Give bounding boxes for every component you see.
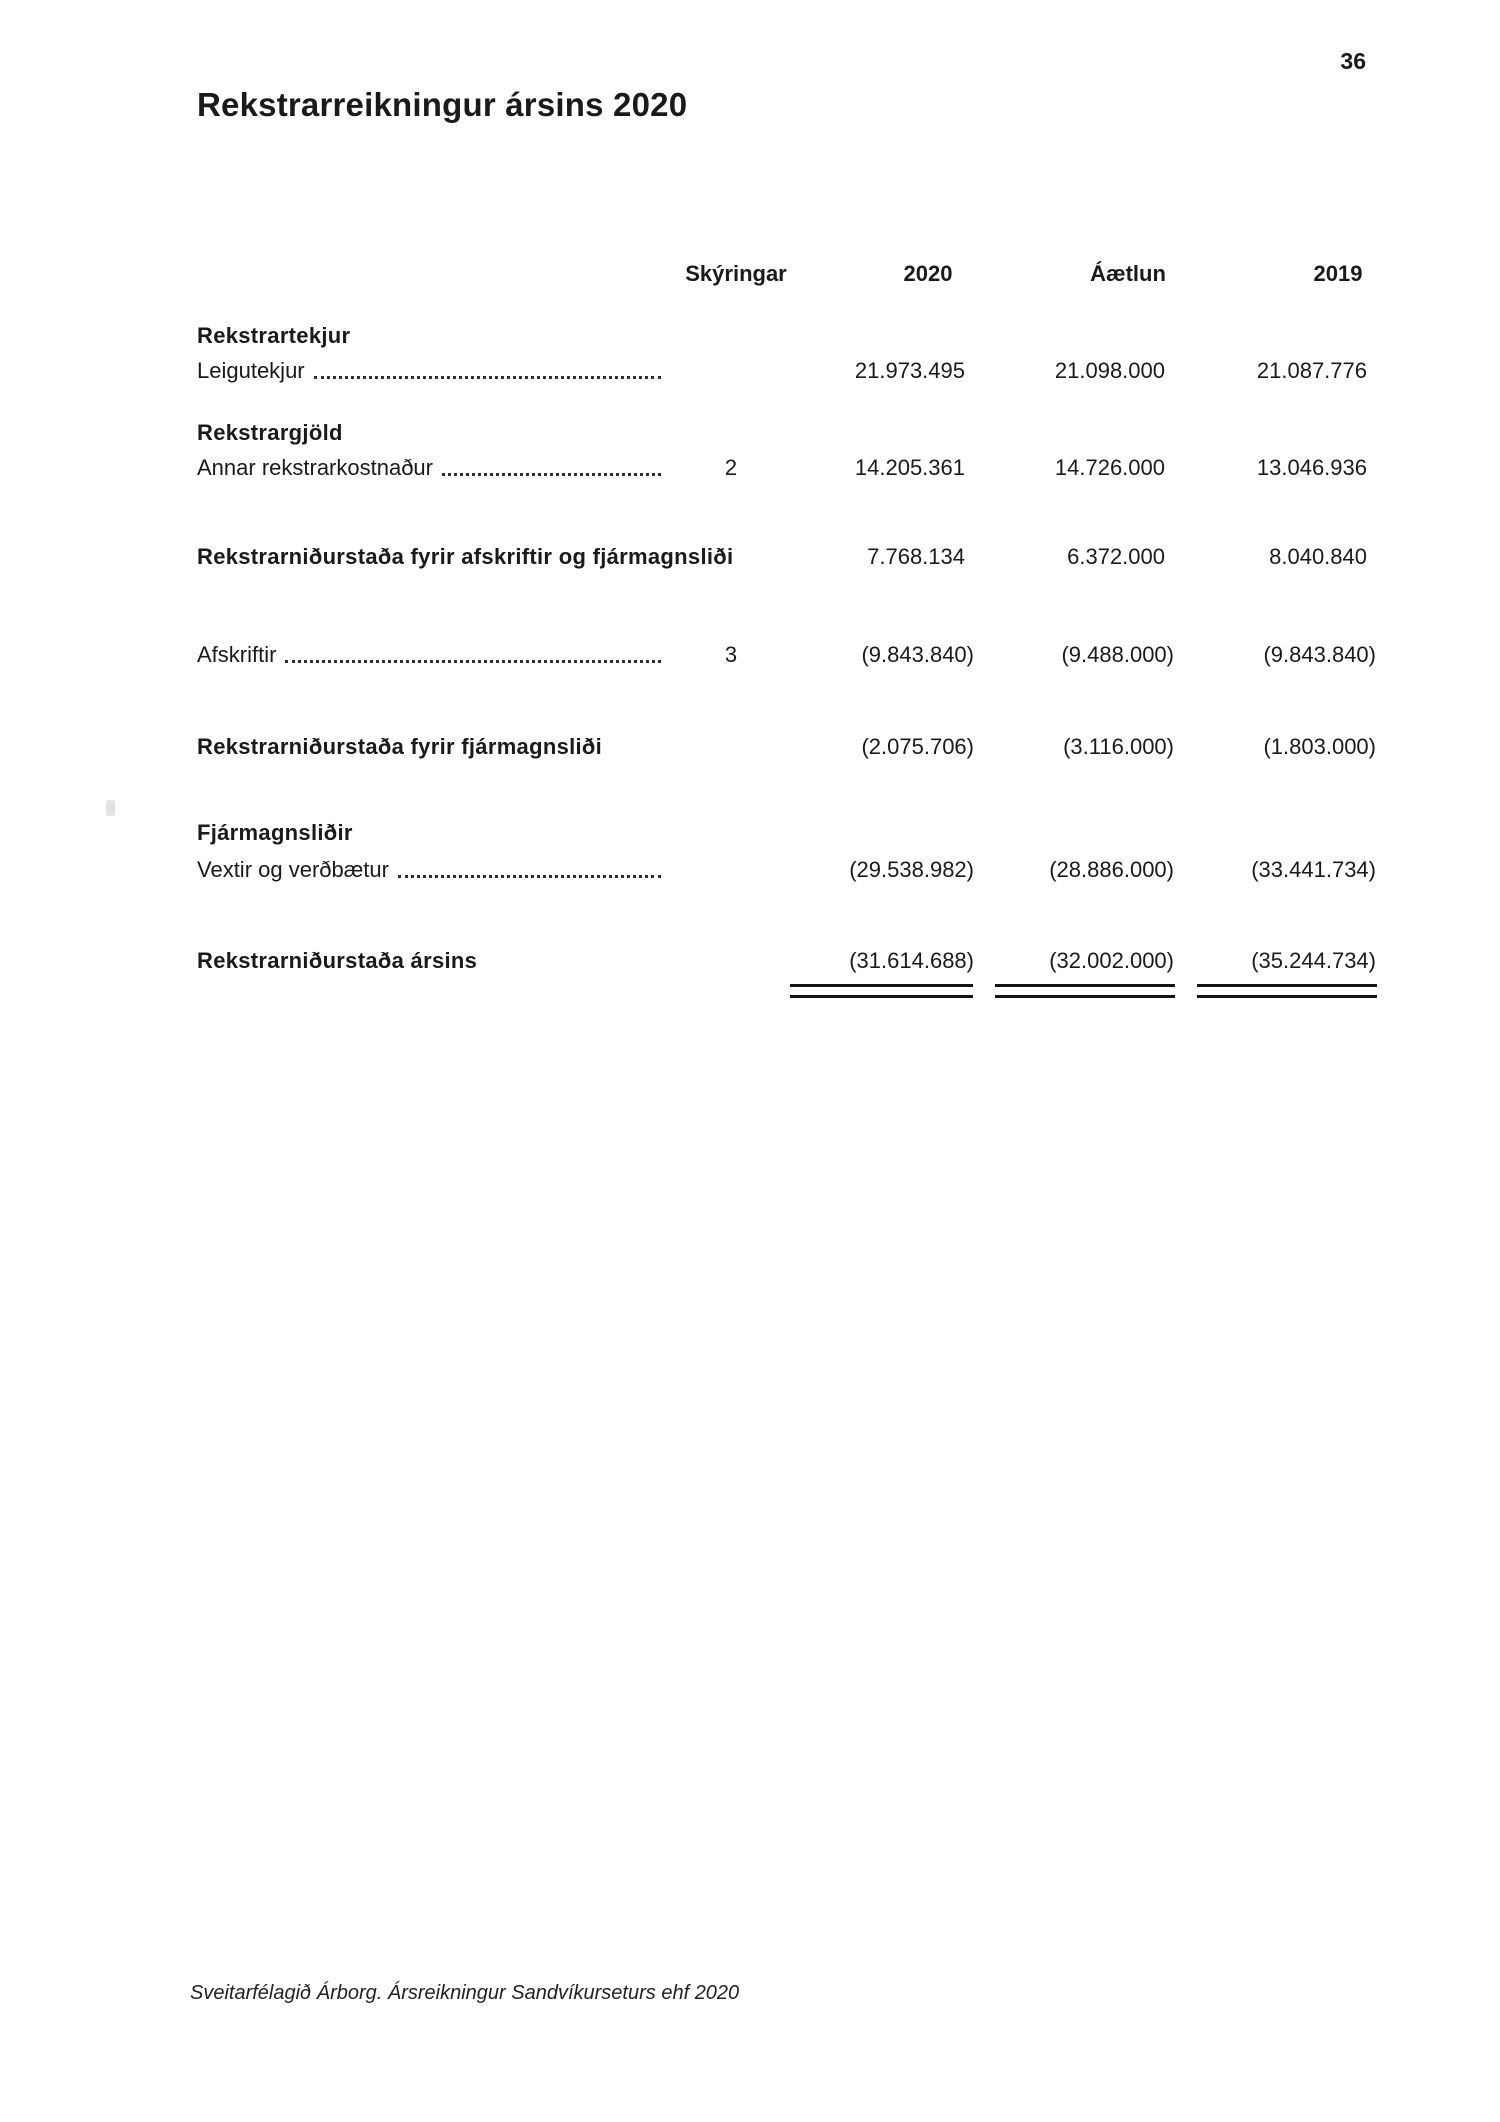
value-2019: (33.441.734) [1251, 857, 1376, 882]
subtotal-row-ebit [0, 734, 1500, 764]
row-label: Vextir og verðbætur [197, 857, 389, 882]
section-heading-row [0, 323, 1500, 353]
row-label: Leigutekjur [197, 358, 305, 383]
document-footer: Sveitarfélagið Árborg. Ársreikningur Sandvíkurseturs ehf 2020 [190, 1982, 740, 2004]
table-row-annar-rekstrarkostnadur [0, 455, 1500, 485]
dotted-leader [398, 875, 661, 878]
table-row-vextir-og-verdbaetur [0, 857, 1500, 887]
table-row-afskriftir [0, 642, 1500, 672]
row-label-with-leader [197, 358, 663, 384]
value-budget: (3.116.000) [1063, 734, 1174, 759]
dotted-leader [314, 376, 661, 379]
row-label: Annar rekstrarkostnaður [197, 455, 433, 480]
section-heading-row [0, 420, 1500, 450]
column-header-budget: Áætlun [1090, 261, 1166, 286]
value-2020: 21.973.495 [854, 358, 965, 383]
note-reference: 2 [724, 455, 738, 480]
subtotal-row-ebitda [0, 544, 1500, 574]
total-double-underline-2019 [1197, 984, 1377, 998]
total-double-underline-budget [995, 984, 1175, 998]
value-2020: (2.075.706) [861, 734, 974, 759]
value-2020: (9.843.840) [861, 642, 974, 667]
section-label: Fjármagnsliðir [197, 820, 353, 845]
column-header-2020: 2020 [903, 261, 953, 286]
total-row [0, 948, 1500, 978]
value-2020: (29.538.982) [849, 857, 974, 882]
value-budget: 14.726.000 [1054, 455, 1165, 480]
dotted-leader [442, 473, 661, 476]
value-budget: (9.488.000) [1061, 642, 1174, 667]
note-reference: 3 [724, 642, 738, 667]
dotted-leader [285, 660, 661, 663]
row-label-with-leader [197, 857, 663, 883]
subtotal-label: Rekstrarniðurstaða fyrir fjármagnsliði [197, 734, 603, 759]
column-header-2019: 2019 [1313, 261, 1363, 286]
value-2019: (9.843.840) [1263, 642, 1376, 667]
total-double-underline-2020 [790, 984, 973, 998]
page-number: 36 [1340, 48, 1366, 74]
value-budget: 6.372.000 [1067, 544, 1165, 569]
section-heading-row [0, 820, 1500, 850]
section-label: Rekstrargjöld [197, 420, 343, 445]
value-2020: 14.205.361 [854, 455, 965, 480]
table-row-leigutekjur [0, 358, 1500, 388]
row-label: Afskriftir [197, 642, 277, 667]
subtotal-label: Rekstrarniðurstaða fyrir afskriftir og fjármagnsliði [197, 544, 734, 569]
value-2019: 21.087.776 [1256, 358, 1367, 383]
value-2019: 8.040.840 [1269, 544, 1367, 569]
section-label: Rekstrartekjur [197, 323, 351, 348]
value-2020: 7.768.134 [867, 544, 965, 569]
value-2019: (1.803.000) [1263, 734, 1376, 759]
column-header-notes: Skýringar [685, 261, 787, 286]
row-label-with-leader [197, 642, 663, 668]
value-2019: (35.244.734) [1251, 948, 1376, 973]
value-budget: 21.098.000 [1054, 358, 1165, 383]
total-label: Rekstrarniðurstaða ársins [197, 948, 478, 973]
document-title: Rekstrarreikningur ársins 2020 [197, 86, 688, 123]
value-budget: (32.002.000) [1049, 948, 1174, 973]
scan-artifact [106, 800, 115, 816]
value-budget: (28.886.000) [1049, 857, 1174, 882]
row-label-with-leader [197, 455, 663, 481]
value-2019: 13.046.936 [1256, 455, 1367, 480]
value-2020: (31.614.688) [849, 948, 974, 973]
